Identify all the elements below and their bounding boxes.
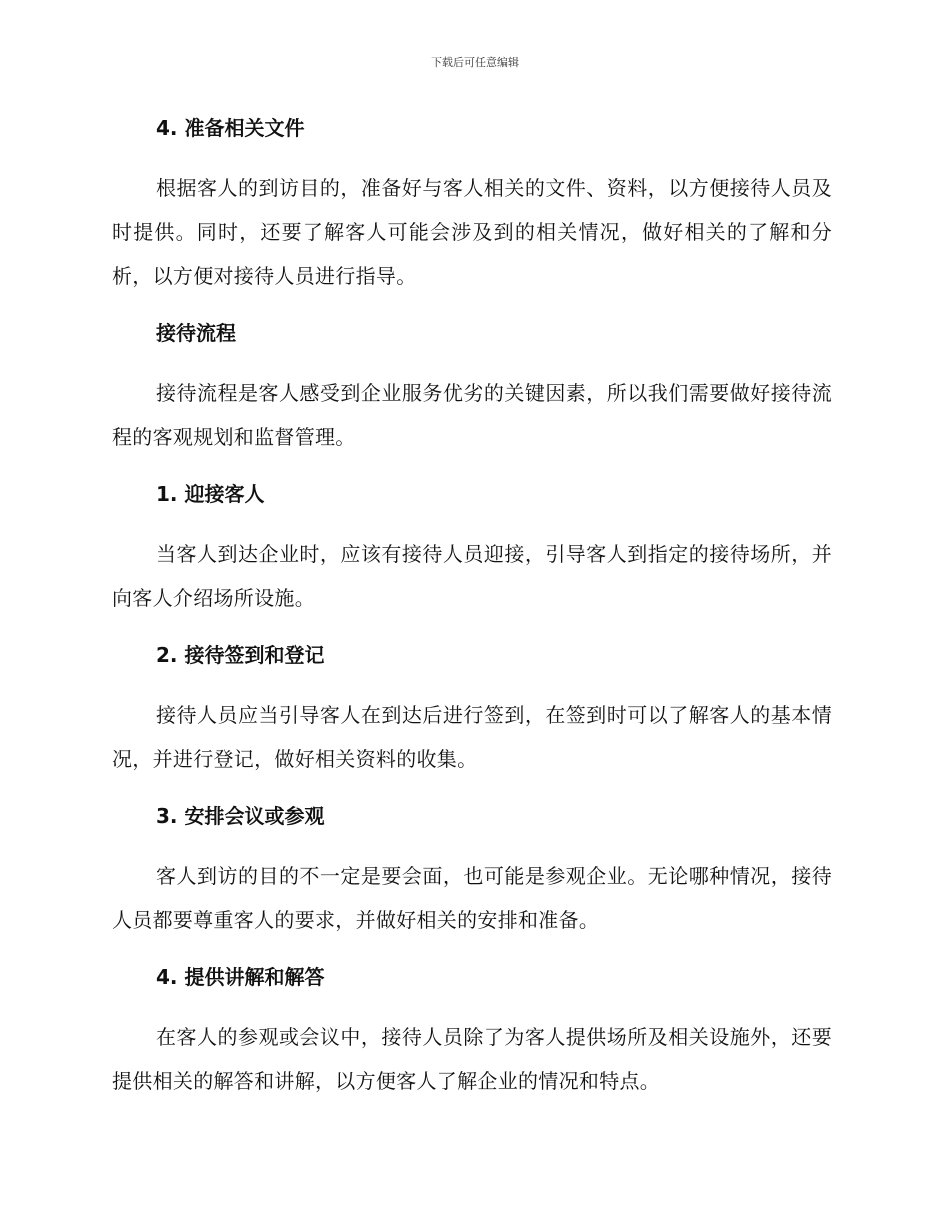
section-paragraph: 在客人的参观或会议中，接待人员除了为客人提供场所及相关设施外，还要提供相关的解答和讲解，以方便客人了解企业的情况和特点。 — [112, 1025, 832, 1093]
section-greet-guests — [112, 478, 832, 639]
section-paragraph: 当客人到达企业时，应该有接待人员迎接，引导客人到指定的接待场所，并向客人介绍场所设施。 — [112, 542, 832, 610]
section-paragraph: 接待流程是客人感受到企业服务优劣的关键因素，所以我们需要做好接待流程的客观规划和监督管理。 — [112, 381, 832, 449]
section-heading: 接待流程 — [156, 321, 236, 345]
document-body — [112, 112, 832, 1103]
section-heading: 4. 准备相关文件 — [156, 116, 305, 140]
section-sign-in-register — [112, 639, 832, 800]
section-reception-process — [112, 317, 832, 478]
section-arrange-meeting — [112, 800, 832, 961]
section-explain-answer — [112, 961, 832, 1103]
section-paragraph: 接待人员应当引导客人在到达后进行签到，在签到时可以了解客人的基本情况，并进行登记，做好相关资料的收集。 — [112, 703, 832, 771]
section-heading: 3. 安排会议或参观 — [156, 804, 325, 828]
section-heading: 4. 提供讲解和解答 — [156, 965, 325, 989]
header-note: 下载后可任意编辑 — [431, 56, 519, 69]
section-paragraph: 根据客人的到访目的，准备好与客人相关的文件、资料，以方便接待人员及时提供。同时，还要了解客人可能会涉及到的相关情况，做好相关的了解和分析，以方便对接待人员进行指导。 — [112, 176, 832, 288]
section-paragraph: 客人到访的目的不一定是要会面，也可能是参观企业。无论哪种情况，接待人员都要尊重客人的要求，并做好相关的安排和准备。 — [112, 864, 832, 932]
section-prepare-files — [112, 112, 832, 317]
section-heading: 1. 迎接客人 — [156, 482, 265, 506]
section-heading: 2. 接待签到和登记 — [156, 643, 325, 667]
